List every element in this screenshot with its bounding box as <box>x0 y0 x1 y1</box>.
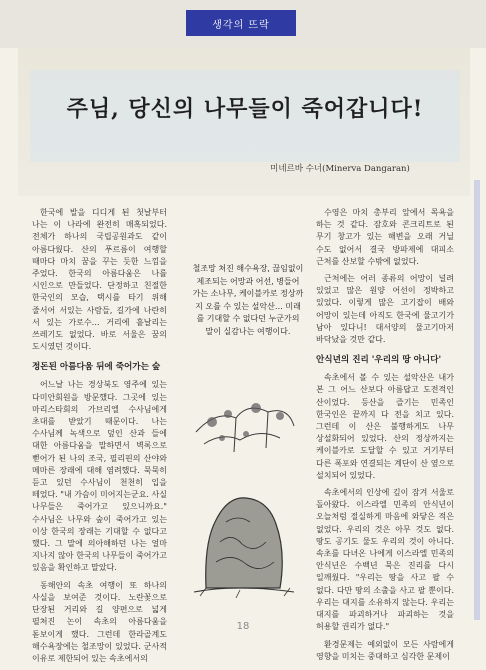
branch-stroke <box>266 412 268 448</box>
right-subheading: 안식년의 진리 '우리의 땅 아니다' <box>316 355 442 366</box>
left-paragraph-3: 동해안의 속초 여행이 또 하나의 사실을 보여준 것이다. 노란꽃으로 단장된 거리와 길 양편으로 넓게 펼쳐진 논이 속초의 아름다움을 돋보이게 했다. 그런데 한라골계도 해수욕장에는 철조망이 있었다. 군사적 이유로 제한되어 있는 속초에서의 <box>32 580 167 663</box>
right-paragraph-1: 수영은 마치 총부리 앞에서 목욕을 하는 것 같다. 잠호와 콘크리트로 된 무기 창고가 있는 해변을 오래 거닐 수도 없어서 결국 방파제에 대피소 근처를 산보할 수밖에 없었다. <box>316 208 454 266</box>
byline: 미네르바 수너(Minerva Dangaran) <box>270 164 410 174</box>
section-tab: 생각의 뜨락 <box>186 10 296 36</box>
margin-bar <box>474 180 480 620</box>
pull-quote: 철조망 쳐진 해수욕장, 끊임없이 제조되는 어망과 어선, 병들어 가는 소나무, 케이블카로 정상까지 오를 수 있는 설악산… 미래를 기대할 수 없다던 누군가의 말이 실감나는 여행이다. <box>192 264 304 336</box>
ink-illustration <box>176 392 312 608</box>
left-subheading: 정돈된 아름다움 뒤에 죽어가는 숲 <box>32 362 161 373</box>
right-paragraph-4: 속초에서의 인상에 깊이 잠겨 서울로 돌아왔다. 이스라엘 민족의 안식년이 오늘처럼 절실하게 마음에 와닿은 적은 없었다. 우리의 것은 아무 것도 없다. 땅도 공기도 물도 우리의 것이 아니다. 속초를 다녀온 나에게 이스라엘 민족의 안식년은 수백년 묵은 진리를 다시 일깨웠다. "우리는 땅을 사고 팔 수 없다. 다만 땅의 소출을 사고 팔 뿐이다. 우리는 대지를 소유하지 않는다. 우리는 대지를 파괴하거나 파괴하는 것을 허용할 권리가 없다." <box>316 488 454 632</box>
page-number: 18 <box>236 621 250 632</box>
branch-stroke <box>204 433 280 444</box>
left-column <box>32 207 167 670</box>
right-paragraph-5: 환경문제는 예외없이 모든 사람에게 영향을 미치는 중대하고 심각한 문제이 <box>316 639 454 661</box>
right-paragraph-2: 근처에는 어러 종류의 어망이 널려 있었고 많은 원양 어선이 정박하고 있었다. 이렇게 많은 고기잡이 배와 어망이 있는데 아직도 한국에 물고기가 남아 있다니! 대서양의 물고기마저 바닥났을 것만 같다. <box>316 274 454 345</box>
rock-shape <box>206 498 283 588</box>
right-column <box>316 207 454 668</box>
article-title: 주님, 당신의 나무들이 죽어갑니다! <box>66 96 424 122</box>
left-paragraph-2: 어느날 나는 경상북도 영주에 있는 다미안회원을 방문했다. 그곳에 있는 마리스타회의 가브리엘 수사님에게 초대를 받았기 때문이다. 나는 수사님께 녹색으로 덮인 산과 들에 대한 아름다움을 말하면서 벽록으로 뻗어가 된 나의 조국, 필리핀의 산야와 메마른 장래에 대해 염려했다. 묵묵히 듣고 있던 수사님이 천천히 입을 떼었다. "내 가슴이 미어지는군요. 사실 나무들은 죽어가고 있으니까요." 수사님은 나무와 숲이 죽어가고 있는 이상 한국의 장래는 기대할 수 없다고 했다. 그 말에 의아해하던 나는 얼마 지나지 않아 한국의 나무들이 죽어가고 있음을 확인하고 말았다. <box>32 380 167 573</box>
left-paragraph-1: 한국에 발을 디디게 된 첫날부터 나는 이 나라에 완전히 매혹되었다. 전체가 하나의 국립공원과도 같이 아름다웠다. 산의 푸르름이 여행할 때마다 마치 꿈을 꾸는 듯한 느낌을 주었다. 한국의 아름다움은 나를 시인으로 만들었다. 단정하고 친절한 한국인의 모습, 택시를 타기 위해 줄서어 서있는 사람들, 길가에 나란히 서 있는 가로수… 거리에 흩날리는 쓰레기도 없었다. 바로 서울은 꿈의 도시였던 것이다. <box>32 208 167 352</box>
right-paragraph-3: 속초에서 볼 수 있는 설악산은 내가 본 그 어느 산보다 아름답고 도전적인 산이었다. 등산을 즐기는 민족인 한국인은 끝까지 다 전을 치고 있다. 그런데 이 산은 불행하게도 나무 상설화되어 있었다. 산의 정상까지는 케이블카로 도달할 수 있고 거기부터 다른 폭포와 연결되는 계단이 산 옆으로 설치되어 있었다. <box>316 373 454 480</box>
branch-stroke <box>234 418 236 452</box>
